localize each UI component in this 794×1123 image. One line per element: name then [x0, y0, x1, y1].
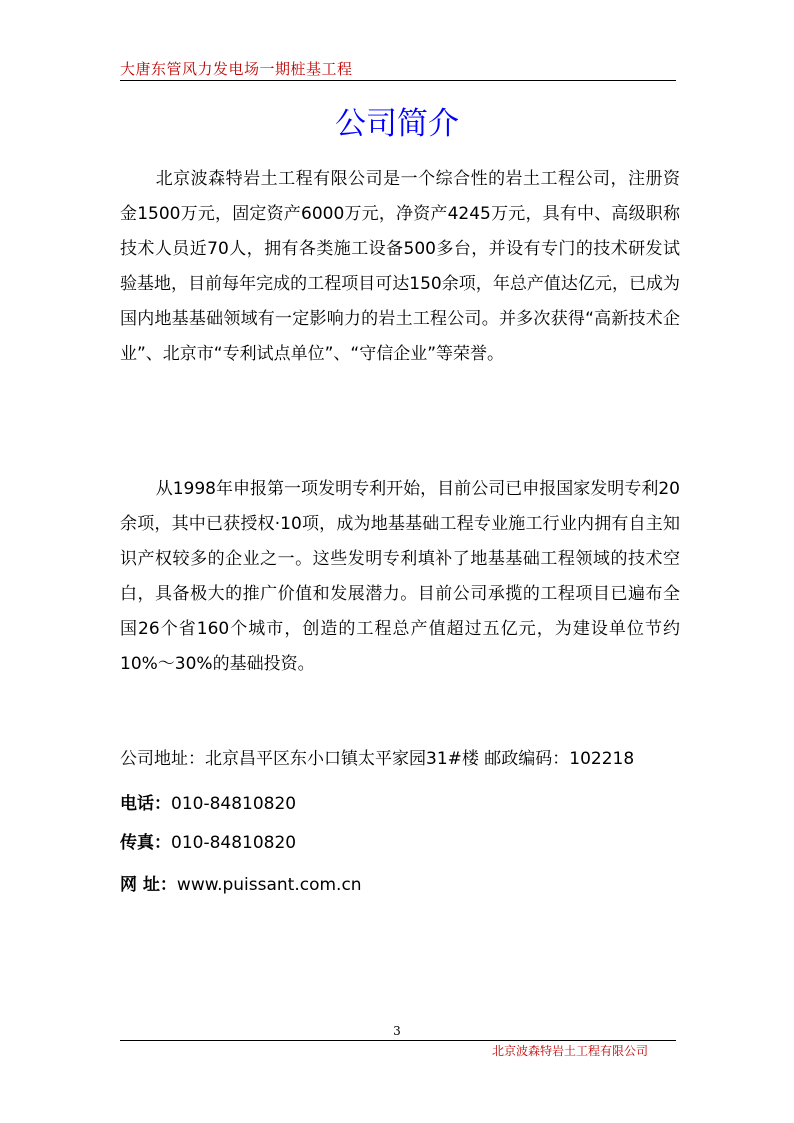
address-value: 北京昌平区东小口镇太平家园31#楼 邮政编码：102218 — [205, 749, 635, 769]
website-value: www.puissant.com.cn — [176, 875, 362, 895]
page-number: 3 — [393, 1024, 401, 1038]
phone-line — [120, 789, 680, 814]
fax-line — [120, 828, 680, 853]
header-divider — [120, 80, 676, 81]
phone-label: 电话： — [120, 794, 171, 814]
document-title: 公司简介 — [335, 106, 459, 142]
footer-divider — [120, 1040, 676, 1041]
intro-paragraph: 北京波森特岩土工程有限公司是一个综合性的岩土工程公司，注册资金1500万元，固定资产6000万元，净资产4245万元，具有中、高级职称技术人员近70人，拥有各类施工设备500多台，并设有专门的技术研发试验基地，目前每年完成的工程项目可达150余项，年总产值达亿元，已成为国内地基基础领域有一定影响力的岩土工程公司。并多次获得“高新技术企业”、北京市“专利试点单位”、“守信企业”等荣誉。 — [120, 169, 680, 364]
fax-label: 传真： — [120, 833, 171, 853]
website-line — [120, 870, 680, 895]
footer-company-name: 北京波森特岩土工程有限公司 — [491, 1044, 648, 1058]
fax-value: 010-84810820 — [171, 833, 297, 853]
phone-value: 010-84810820 — [171, 794, 297, 814]
website-label: 网 址： — [120, 875, 177, 895]
header-project-title: 大唐东管风力发电场一期桩基工程 — [120, 60, 353, 78]
address-label: 公司地址： — [120, 749, 205, 769]
patent-paragraph: 从1998年申报第一项发明专利开始，目前公司已申报国家发明专利20余项，其中已获授权·10项，成为地基基础工程专业施工行业内拥有自主知识产权较多的企业之一。这些发明专利填补了地基基础工程领域的技术空白，具备极大的推广价值和发展潜力。目前公司承揽的工程项目已遍布全国26个省160个城市，创造的工程总产值超过五亿元，为建设单位节约10%～30%的基础投资。 — [120, 479, 680, 674]
address-line — [120, 744, 680, 769]
